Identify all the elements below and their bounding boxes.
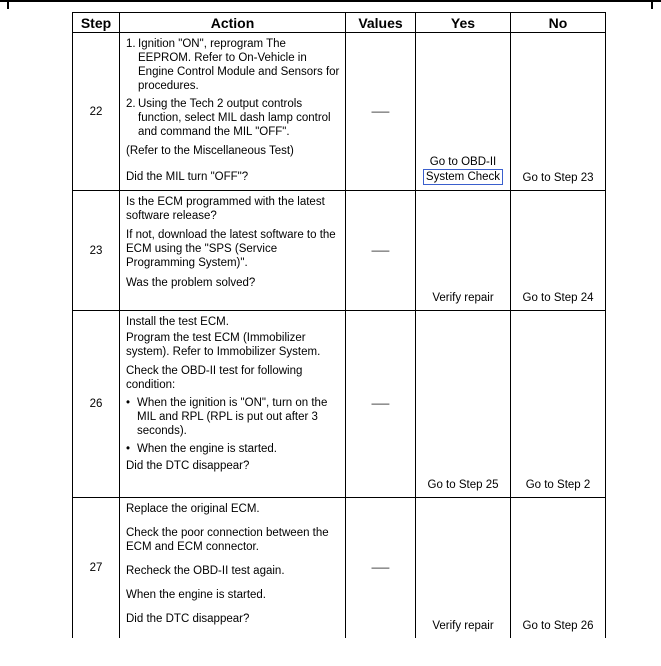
action-text: When the engine is started.: [126, 589, 266, 601]
bullet-item: • When the engine is started.: [126, 442, 341, 456]
action-cell: [120, 191, 346, 311]
no-cell: Go to Step 26: [511, 498, 606, 638]
action-text: Recheck the OBD-II test again.: [126, 565, 285, 577]
step-number: 23: [73, 191, 120, 311]
header-no: No: [511, 13, 606, 33]
action-cell: [120, 33, 346, 191]
step-number: 26: [73, 311, 120, 498]
header-action: Action: [120, 13, 346, 33]
bullet-text: When the engine is started.: [137, 443, 277, 455]
yes-cell: Go to Step 25: [416, 311, 511, 498]
numbered-item: 2. Using the Tech 2 output controls function, select MIL dash lamp control and command the MIL "OFF".: [126, 97, 341, 139]
top-rule: [0, 0, 661, 2]
action-text: Check the poor connection between the ECM and ECM connector.: [126, 527, 329, 553]
table-row: [73, 33, 606, 191]
no-cell: Go to Step 23: [511, 33, 606, 191]
yes-cell: Verify repair: [416, 191, 511, 311]
no-cell: Go to Step 24: [511, 191, 606, 311]
header-row: [73, 13, 606, 33]
action-text: Replace the original ECM.: [126, 503, 260, 515]
action-text: If not, download the latest software to the ECM using the "SPS (Service Programming System)".: [126, 229, 336, 269]
action-text: Check the OBD-II test for following condition:: [126, 365, 303, 391]
action-note: (Refer to the Miscellaneous Test): [126, 145, 294, 157]
no-cell: Go to Step 2: [511, 311, 606, 498]
action-question: Did the MIL turn "OFF"?: [126, 171, 249, 183]
header-step: Step: [73, 13, 120, 33]
bullet-text: When the ignition is "ON", turn on the MIL and RPL (RPL is put out after 3 seconds).: [137, 397, 328, 437]
values-cell: —–: [346, 498, 416, 638]
header-values: Values: [346, 13, 416, 33]
yes-cell: [416, 33, 511, 191]
header-yes: Yes: [416, 13, 511, 33]
action-text: Install the test ECM.: [126, 316, 229, 328]
yes-cell: Verify repair: [416, 498, 511, 638]
action-question: Was the problem solved?: [126, 277, 256, 289]
table-row: [73, 191, 606, 311]
action-cell: [120, 498, 346, 638]
table-row: [73, 498, 606, 638]
numbered-item: 1. Ignition "ON", reprogram The EEPROM. Refer to On-Vehicle in Engine Control Module and Sensors for procedures.: [126, 38, 340, 92]
action-text: Ignition "ON", reprogram The EEPROM. Refer to On-Vehicle in Engine Control Module and Sensors for procedures.: [138, 38, 340, 92]
action-question: Did the DTC disappear?: [126, 613, 250, 625]
action-cell: [120, 311, 346, 498]
top-rule-left-tick: [7, 0, 9, 9]
diagnostic-table: [72, 12, 606, 638]
step-number: 27: [73, 498, 120, 638]
table-row: [73, 311, 606, 498]
values-cell: —–: [346, 311, 416, 498]
values-cell: —–: [346, 33, 416, 191]
action-text: Program the test ECM (Immobilizer system). Refer to Immobilizer System.: [126, 332, 321, 358]
action-text: Using the Tech 2 output controls function, select MIL dash lamp control and command the MIL "OFF".: [138, 98, 331, 138]
bullet-item: • When the ignition is "ON", turn on the MIL and RPL (RPL is put out after 3 seconds).: [126, 396, 341, 438]
values-cell: —–: [346, 191, 416, 311]
top-rule-right-tick: [651, 0, 653, 9]
yes-text-line1: Go to OBD-II: [429, 156, 497, 168]
action-text: Is the ECM programmed with the latest software release?: [126, 196, 325, 222]
step-number: 22: [73, 33, 120, 191]
system-check-link[interactable]: System Check: [423, 169, 503, 185]
action-question: Did the DTC disappear?: [126, 460, 250, 472]
